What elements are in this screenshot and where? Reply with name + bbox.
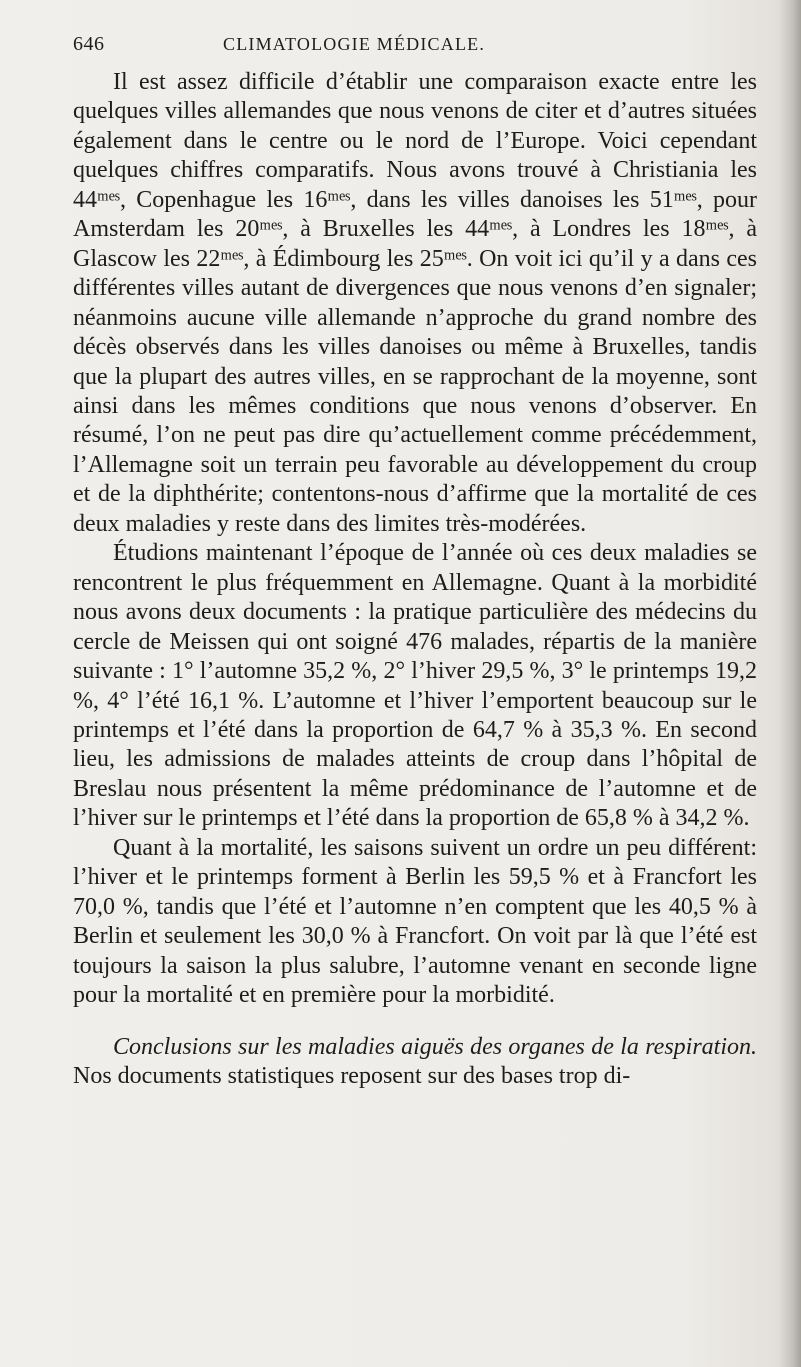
page-edge-shadow	[779, 0, 801, 1367]
page-header	[73, 33, 757, 63]
running-title: CLIMATOLOGIE MÉDICALE.	[223, 34, 486, 54]
page-number: 646	[73, 33, 105, 55]
paragraph-city-comparison: Il est assez difficile d’établir une comparaison exacte entre les quelques villes allemandes que nous venons de citer et d’autres situées également dans le centre ou le nord de l’Europe. Voici cependant quelques chiffres comparatifs. Nous avons trouvé à Christiania les 44ᵐᵉˢ, Copenhague les 16ᵐᵉˢ, dans les villes danoises les 51ᵐᵉˢ, pour Amsterdam les 20ᵐᵉˢ, à Bruxelles les 44ᵐᵉˢ, à Londres les 18ᵐᵉˢ, à Glascow les 22ᵐᵉˢ, à Édimbourg les 25ᵐᵉˢ. On voit ici qu’il y a dans ces différentes villes autant de divergences que nous venons d’en signaler; néanmoins aucune ville allemande n’approche du grand nombre des décès observés dans les villes danoises ou même à Bruxelles, tandis que la plupart des autres villes, en se rapprochant de la moyenne, sont ainsi dans les mêmes conditions que nous venons d’observer. En résumé, l’on ne peut pas dire qu’actuellement comme précédemment, l’Allemagne soit un terrain peu favorable au développement du croup et de la diphthérite; contentons-nous d’affirme que la mortalité de ces deux maladies y reste dans des limites très-modérées.	[73, 69, 757, 537]
conclusions-heading: Conclusions sur les maladies aiguës des organes de la respiration.	[113, 1033, 757, 1060]
paragraph-seasonal-morbidity: Étudions maintenant l’époque de l’année où ces deux maladies se rencontrent le plus fréquemment en Allemagne. Quant à la morbidité nous avons deux documents : la pratique particulière des médecins du cercle de Meissen qui ont soigné 476 malades, répartis de la manière suivante : 1° l’automne 35,2 %, 2° l’hiver 29,5 %, 3° le printemps 19,2 %, 4° l’été 16,1 %. L’automne et l’hiver l’emportent beaucoup sur le printemps et l’été dans la proportion de 64,7 % à 35,3 %. En second lieu, les admissions de malades atteints de croup dans l’hôpital de Breslau nous présentent la même prédominance de l’automne et de l’hiver sur le printemps et l’été dans la proportion de 65,8 % à 34,2 %.	[73, 540, 757, 832]
paragraph-conclusions	[73, 1033, 757, 1092]
paragraph-seasonal-mortality: Quant à la mortalité, les saisons suivent un ordre un peu différent: l’hiver et le printemps forment à Berlin les 59,5 % et à Francfort les 70,0 %, tandis que l’été et l’automne n’en comptent que les 40,5 % à Berlin et seulement les 30,0 % à Francfort. On voit par là que l’été est toujours la saison la plus salubre, l’automne venant en seconde ligne pour la mortalité et en première pour la morbidité.	[73, 834, 757, 1009]
conclusions-text: Nos documents statistiques reposent sur des bases trop di-	[73, 1062, 631, 1089]
body-text	[73, 68, 757, 1091]
